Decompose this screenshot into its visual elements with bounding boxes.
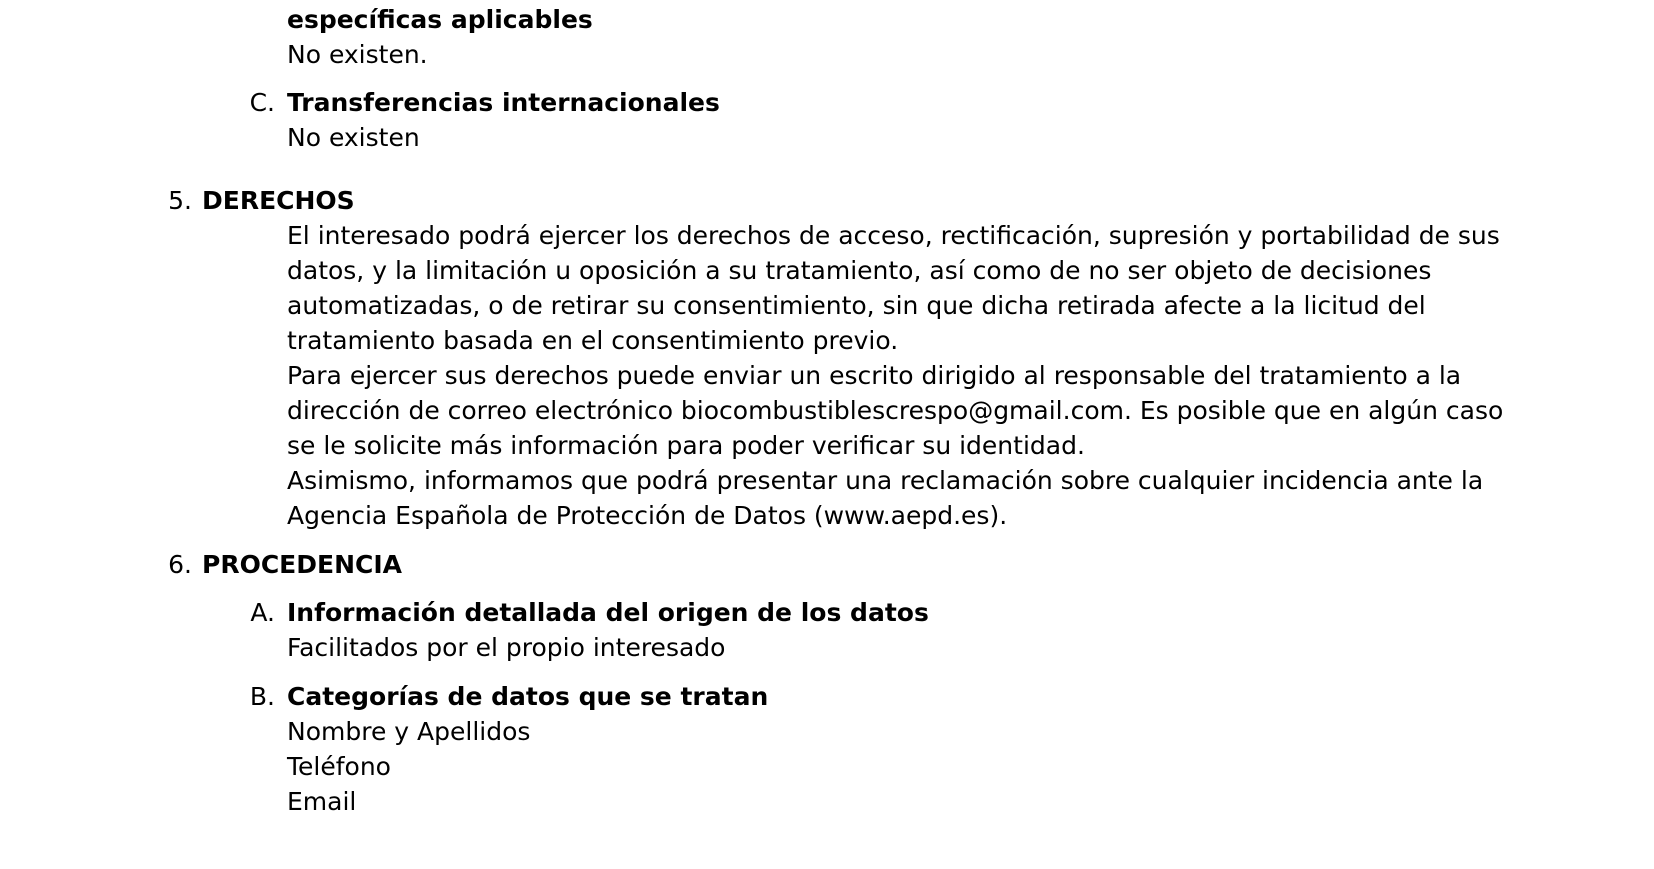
derechos-line: se le solicite más información para poder verificar su identidad. bbox=[287, 431, 1085, 460]
derechos-line: tratamiento basada en el consentimiento previo. bbox=[287, 326, 899, 355]
section-number-5: 5. bbox=[168, 186, 192, 215]
subsection-letter-c: C. bbox=[249, 88, 275, 117]
derechos-line: automatizadas, o de retirar su consentimiento, sin que dicha retirada afecte a la licitud del bbox=[287, 291, 1426, 320]
subsection-letter-a: A. bbox=[250, 598, 275, 627]
section-number-6: 6. bbox=[168, 550, 192, 579]
section-title-procedencia: PROCEDENCIA bbox=[202, 550, 402, 579]
subsection-title-international-transfers: Transferencias internacionales bbox=[287, 88, 720, 117]
subsection-title-data-origin: Información detallada del origen de los datos bbox=[287, 598, 929, 627]
subsection-title-data-categories: Categorías de datos que se tratan bbox=[287, 682, 769, 711]
derechos-line: datos, y la limitación u oposición a su tratamiento, así como de no ser objeto de decisiones bbox=[287, 256, 1432, 285]
derechos-line: dirección de correo electrónico biocombustiblescrespo@gmail.com. Es posible que en algún caso bbox=[287, 396, 1504, 425]
subsection-title-specific-applicable: específicas aplicables bbox=[287, 5, 593, 34]
subsection-text-data-origin: Facilitados por el propio interesado bbox=[287, 633, 726, 662]
section-title-derechos: DERECHOS bbox=[202, 186, 355, 215]
data-category-item: Teléfono bbox=[287, 752, 391, 781]
derechos-line: Para ejercer sus derechos puede enviar un escrito dirigido al responsable del tratamiento a la bbox=[287, 361, 1462, 390]
data-category-item: Nombre y Apellidos bbox=[287, 717, 531, 746]
subsection-letter-b: B. bbox=[249, 682, 275, 711]
derechos-line: Agencia Española de Protección de Datos (www.aepd.es). bbox=[287, 501, 1008, 530]
data-category-item: Email bbox=[287, 787, 357, 816]
derechos-line: El interesado podrá ejercer los derechos de acceso, rectificación, supresión y portabilidad de sus bbox=[287, 221, 1500, 250]
subsection-text-specific-applicable: No existen. bbox=[287, 40, 428, 69]
derechos-line: Asimismo, informamos que podrá presentar una reclamación sobre cualquier incidencia ante la bbox=[287, 466, 1484, 495]
subsection-text-international-transfers: No existen bbox=[287, 123, 420, 152]
